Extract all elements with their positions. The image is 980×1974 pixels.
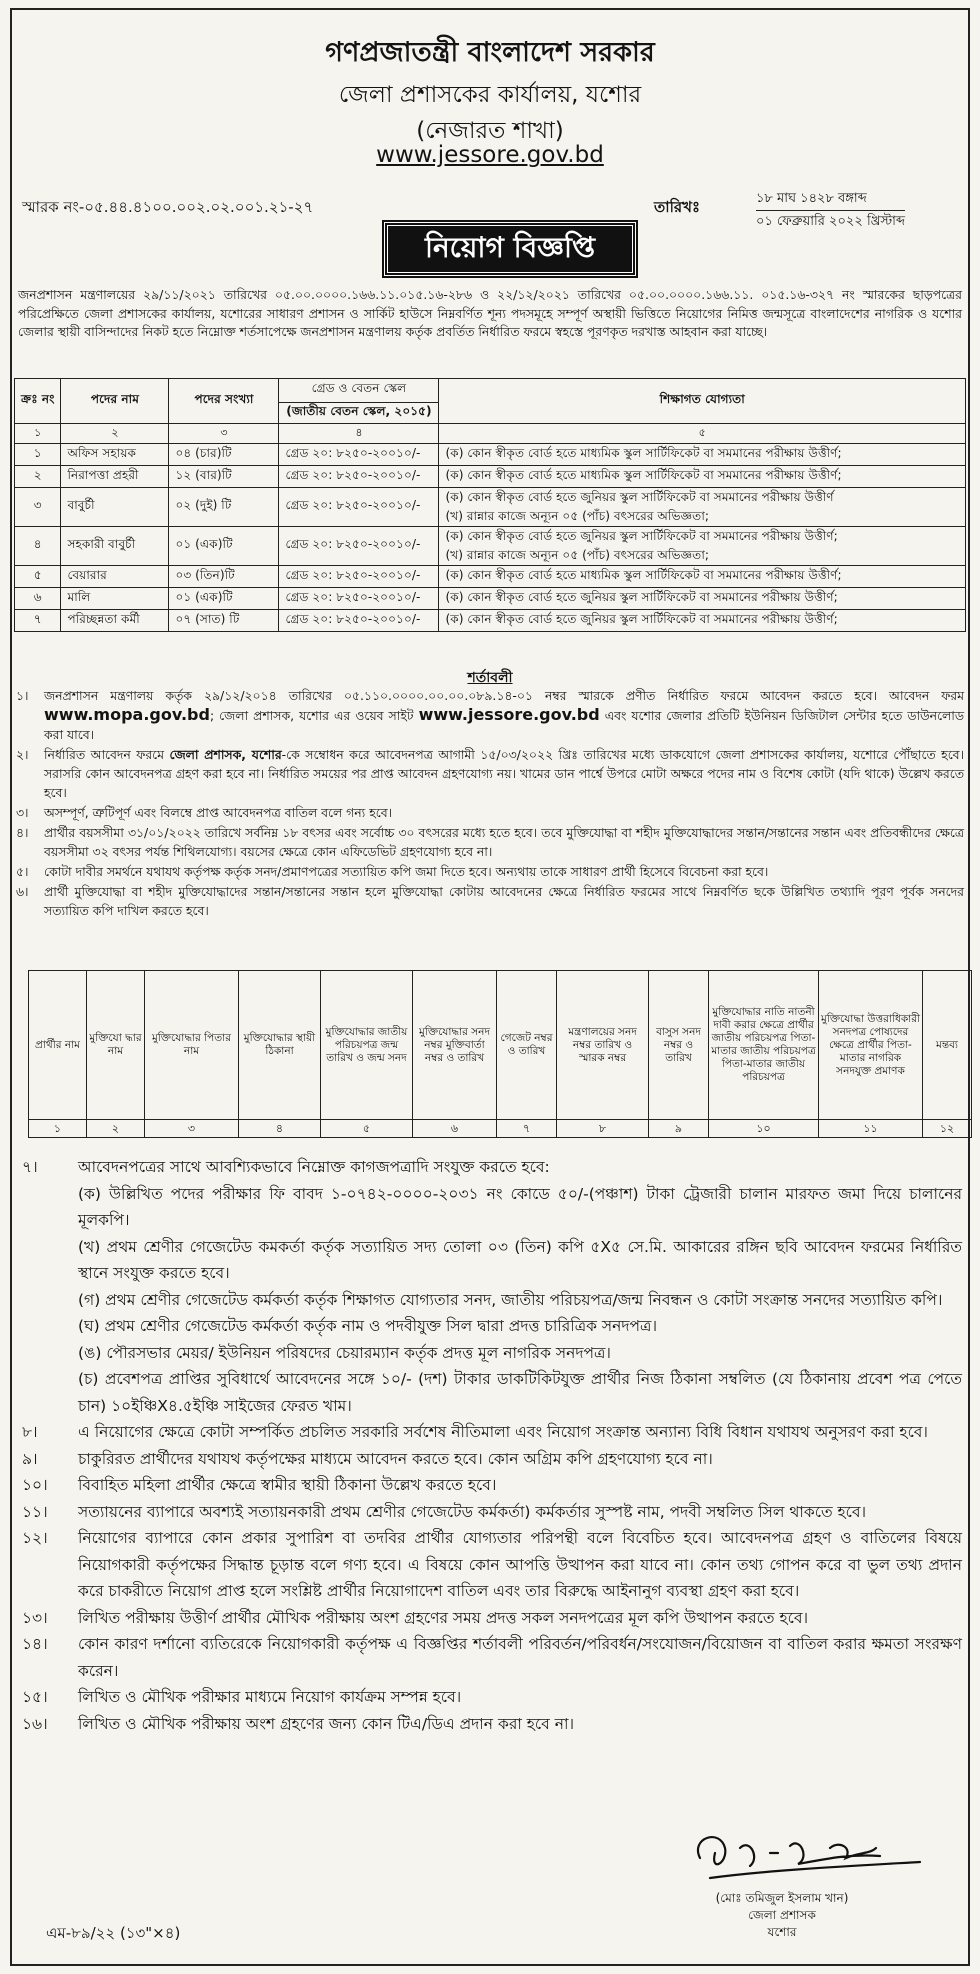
ff-col: বাসুস সনদ নম্বর ও তারিখ — [649, 971, 709, 1120]
signer-place: যশোর — [767, 1925, 797, 1939]
addressee-bold: জেলা প্রশাসক, যশোর — [169, 747, 282, 762]
term-text: লিখিত ও মৌখিক পরীক্ষার মাধ্যমে নিয়োগ কার্যক্রম সম্পন্ন হবে। — [78, 1688, 462, 1706]
term-text: প্রার্থীর বয়সসীমা ৩১/০১/২০২২ তারিখে সর্বনিম্ন ১৮ বৎসর এবং সর্বোচ্চ ৩০ বৎসরের মধ্যে হতে হবে। তবে মুক্তিযোদ্ধা বা শহীদ মুক্তিযোদ্ধাদের সন্তান/সন্তানের সন্তান এবং প্রতিবন্ধীদের ক্ষেত্রে বয়সসীমা ৩২ বৎসর পর্যন্ত শিথিলযোগ্য। বয়সের ক্ষেত্রে কোন এফিডেভিট গ্রহণযোগ্য হবে না। — [44, 825, 965, 859]
ff-col: মুক্তিযোদ্ধা উত্তরাধিকারী সনদপত্র পোষ্যদের ক্ষেত্রে প্রার্থীর পিতা-মাতার নাগরিক সনদযুক্ত প্রমাণক — [819, 971, 923, 1120]
term-text: অসম্পূর্ণ, ত্রুটিপূর্ণ এবং বিলম্বে প্রাপ্ত আবেদনপত্র বাতিল বলে গন্য হবে। — [44, 805, 393, 820]
qualification-line: (খ) রান্নার কাজে অন্যূন ০৫ (পাঁচ) বৎসরের অভিজ্ঞতা; — [445, 509, 709, 523]
website-link[interactable]: www.jessore.gov.bd — [376, 142, 604, 168]
date-values — [756, 188, 905, 233]
numbering-cell: ৩ — [169, 424, 279, 444]
list-item — [16, 862, 964, 881]
col-post-count: পদের সংখ্যা — [169, 379, 279, 424]
row-post-name: বেয়ারার — [61, 566, 169, 588]
table-row — [15, 444, 966, 466]
ff-col: গেজেট নম্বর ও তারিখ — [497, 971, 557, 1120]
list-item — [22, 1499, 962, 1526]
row-post-name: অফিস সহায়ক — [61, 444, 169, 466]
ff-col: মন্ত্রণালয়ের সনদ নম্বর তারিখ ও স্মারক নম্বর — [557, 971, 649, 1120]
numbering-cell: ৭ — [497, 1120, 557, 1138]
term-text: কোটা দাবীর সমর্থনে যথাযথ কর্তৃপক্ষ কর্তৃক সনদ/প্রমাণপত্রের সত্যায়িত কপি জমা দিতে হবে। অন্যথায় তাকে সাধারণ প্রার্থী হিসেবে বিবেচনা করা হবে। — [44, 864, 769, 879]
list-item — [22, 1366, 962, 1419]
numbering-cell: ১ — [29, 1120, 87, 1138]
freedom-fighter-table — [28, 970, 972, 1138]
ff-col: মুক্তিযোদ্ধার স্থায়ী ঠিকানা — [239, 971, 321, 1120]
row-qualification: (ক) কোন স্বীকৃত বোর্ড হতে মাধ্যমিক স্কুল সার্টিফিকেট বা সমমানের পরীক্ষায় উত্তীর্ণ; — [439, 444, 966, 466]
ff-table-header — [29, 971, 972, 1120]
term-text-part: নির্ধারিত আবেদন ফরমে — [44, 747, 170, 762]
list-item — [22, 1711, 962, 1738]
sub-item: (চ) প্রবেশপত্র প্রাপ্তির সুবিধার্থে আবেদনের সঙ্গে ১০/- (দশ) টাকার ডাকটিকিটযুক্ত প্রার্থীর নিজ ঠিকানা সম্বলিত (যে ঠিকানায় প্রবেশ পত্র পেতে চান) ১০ইঞ্চিX৪.৫ইঞ্চি সাইজের ফেরত খাম। — [78, 1370, 962, 1415]
row-grade: গ্রেড ২০: ৮২৫০-২০০১০/- — [279, 566, 439, 588]
term-text: এ নিয়োগের ক্ষেত্রে কোটা সম্পর্কিত প্রচলিত সরকারি সর্বশেষ নীতিমালা এবং নিয়োগ সংক্রান্ত অন্যান্য বিধি বিধান যথাযথ অনুসরণ করা হবে। — [78, 1423, 928, 1441]
list-item — [22, 1340, 962, 1367]
terms-list — [16, 686, 964, 921]
col-grade — [279, 379, 439, 424]
term-text-part: ; জেলা প্রশাসক, যশোর এর ওয়েব সাইট — [209, 708, 419, 723]
row-grade: গ্রেড ২০: ৮২৫০-২০০১০/- — [279, 488, 439, 527]
row-sl: ৫ — [15, 566, 61, 588]
term-number: ১৩। — [22, 1608, 48, 1627]
row-post-count: ০৭ (সাত) টি — [169, 610, 279, 632]
row-post-name: মালি — [61, 588, 169, 610]
row-post-count: ০২ (দুই) টি — [169, 488, 279, 527]
numbering-cell: ১২ — [923, 1120, 972, 1138]
term-text: চাকুরিরত প্রার্থীদের যথাযথ কর্তৃপক্ষের মাধ্যমে আবেদন করতে হবে। কোন অগ্রিম কপি গ্রহণযোগ্য হবে না। — [78, 1449, 713, 1468]
row-post-name: নিরাপত্তা প্রহরী — [61, 466, 169, 488]
term-text: লিখিত ও মৌখিক পরীক্ষায় অংশ গ্রহণের জন্য কোন টিএ/ডিএ প্রদান করা হবে না। — [78, 1714, 574, 1733]
numbering-cell: ৬ — [413, 1120, 497, 1138]
table-row — [15, 488, 966, 527]
posts-table-header — [15, 379, 966, 424]
signer-designation: জেলা প্রশাসক — [748, 1908, 816, 1922]
jessore-link[interactable]: www.jessore.gov.bd — [418, 705, 600, 724]
term-text: সত্যায়নের ব্যাপারে অবশ্যই সত্যায়নকারী প্রথম শ্রেণীর গেজেটেড কর্মকর্তা) কর্মকর্তার সুস্পষ্ট নাম, পদবী সম্বলিত সিল থাকতে হবে। — [78, 1502, 867, 1521]
term-number: ৪। — [16, 825, 29, 840]
term-number: ৬। — [16, 884, 29, 899]
memo-number: স্মারক নং-০৫.৪৪.৪১০০.০০২.০২.০০১.২১-২৭ — [22, 198, 314, 216]
row-grade: গ্রেড ২০: ৮২৫০-২০০১০/- — [279, 610, 439, 632]
publication-code: এম-৮৯/২২ (১৩"×৪) — [46, 1924, 181, 1942]
list-item — [22, 1181, 962, 1234]
term-number: ৯। — [22, 1449, 38, 1468]
row-post-name: সহকারী বাবুর্চী — [61, 527, 169, 566]
row-qualification: (ক) কোন স্বীকৃত বোর্ড হতে জুনিয়র স্কুল সার্টিফিকেট বা সমমানের পরীক্ষায় উত্তীর্ণ; — [439, 588, 966, 610]
posts-table — [14, 378, 966, 632]
term-text-part: জনপ্রশাসন মন্ত্রণালয় কর্তৃক ২৯/১২/২০১৪ তারিখের ০৫.১১০.০০০০.০০.০০.০৮৯.১৪-০১ নম্বর স্মারকে প্রণীত নির্ধারিত ফরমে আবেদন করতে হবে। আবেদন ফরম — [44, 688, 964, 703]
ff-col: মুক্তিযোদ্ধার নাতি নাতনী দাবী করার ক্ষেত্রে প্রার্থীর জাতীয় পরিচয়পত্র পিতা-মাতার জাতীয় পরিচয়পত্র পিতা-মাতার জাতীয় পরিচয়পত্র — [709, 971, 819, 1120]
list-item — [16, 803, 964, 822]
row-post-count: ০৪ (চার)টি — [169, 444, 279, 466]
mopa-link[interactable]: www.mopa.gov.bd — [44, 705, 210, 724]
terms-title: শর্তাবলী — [467, 670, 513, 686]
list-item — [22, 1287, 962, 1314]
handwritten-signature-icon — [680, 1818, 930, 1894]
row-sl: ২ — [15, 466, 61, 488]
qualification-line: (ক) কোন স্বীকৃত বোর্ড হতে জুনিয়র স্কুল সার্টিফিকেট বা সমমানের পরীক্ষায় উত্তীর্ণ; — [445, 529, 838, 543]
term-text: প্রার্থী মুক্তিযোদ্ধা বা শহীদ মুক্তিযোদ্ধাদের সন্তান/সন্তানের সন্তান হলে মুক্তিযোদ্ধা কোটায় আবেদনের ক্ষেত্রে নির্ধারিত ফরমের সাথে নিম্নবর্ণিত ছকে উল্লিখিত তথ্যাদি পূরণ পূর্বক সনদের সত্যায়িত কপি দাখিল করতে হবে। — [44, 884, 964, 918]
ff-col: মন্তব্য — [923, 971, 972, 1120]
section-name: (নেজারত শাখা) — [416, 118, 564, 144]
row-post-count: ০৩ (তিন)টি — [169, 566, 279, 588]
list-item — [22, 1234, 962, 1287]
additional-terms — [22, 1154, 962, 1737]
list-item — [22, 1525, 962, 1605]
row-qualification — [439, 527, 966, 566]
list-item — [22, 1605, 962, 1632]
term-number: ১১। — [22, 1502, 48, 1521]
table-row — [15, 527, 966, 566]
posts-table-numbering — [15, 424, 966, 444]
date-bangla: ১৮ মাঘ ১৪২৮ বঙ্গাব্দ — [756, 188, 905, 211]
row-qualification — [439, 488, 966, 527]
term-number: ২। — [16, 747, 29, 762]
table-row — [15, 566, 966, 588]
row-post-name: পরিচ্ছন্নতা কর্মী — [61, 610, 169, 632]
term-text-part: -কে সম্বোধন করে আবেদনপত্র আগামী ১৫/০৩/২০২২ খ্রিঃ তারিখের মধ্যে ডাকযোগে জেলা প্রশাসকের কার্যালয়, যশোরে পৌঁছাতে হবে। সরাসরি কোন আবেদনপত্র গ্রহণ করা হবে না। নির্ধারিত সময়ের পর প্রাপ্ত আবেদন গ্রহণযোগ্য নয়। খামের ডান পার্শ্বে উপরে মোটা অক্ষরে পদের নাম ও বিশেষ কোটা (যদি থাকে) উল্লেখ করতে হবে। — [44, 747, 964, 800]
ff-table-numbering — [29, 1120, 972, 1138]
list-item — [22, 1684, 962, 1711]
table-row — [15, 610, 966, 632]
term-text-part: এবং যশোর জেলার প্রতিটি ইউনিয়ন ডিজিটাল সেন্টার হতে ডাউনলোড করা যাবে। — [44, 708, 965, 742]
row-grade: গ্রেড ২০: ৮২৫০-২০০১০/- — [279, 466, 439, 488]
sub-item: (ঙ) পৌরসভার মেয়র/ ইউনিয়ন পরিষদের চেয়ারম্যান কর্তৃক প্রদত্ত মূল নাগরিক সনদপত্র। — [78, 1343, 611, 1362]
col-post-name: পদের নাম — [61, 379, 169, 424]
numbering-cell: ৩ — [145, 1120, 239, 1138]
ff-col: মুক্তিযোদ্ধার জাতীয় পরিচয়পত্র জন্ম তারিখ ও জন্ম সনদ — [321, 971, 413, 1120]
row-sl: ১ — [15, 444, 61, 466]
list-item — [16, 745, 964, 802]
row-qualification: (ক) কোন স্বীকৃত বোর্ড হতে মাধ্যমিক স্কুল সার্টিফিকেট বা সমমানের পরীক্ষায় উত্তীর্ণ; — [439, 466, 966, 488]
term-text: নিয়োগের ব্যাপারে কোন প্রকার সুপারিশ বা তদবির প্রার্থীর যোগ্যতার পরিপন্থী বলে বিবেচিত হবে। আবেদনপত্র গ্রহণ ও বাতিলের বিষয়ে নিয়োগকারী কর্তৃপক্ষের সিদ্ধান্ত চূড়ান্ত বলে গণ্য হবে। এ বিষয়ে কোন আপত্তি উত্থাপন করা যাবে না। কোন তথ্য গোপন করে বা ভুল তথ্য প্রদান করে চাকরীতে নিয়োগ প্রাপ্ত হলে সংশ্লিষ্ট প্রার্থীর নিয়োগাদেশ বাতিল এবং তার বিরুদ্ধে আইনানুগ ব্যবস্থা গ্রহণ করা হবে। — [78, 1529, 962, 1600]
list-item — [22, 1313, 962, 1340]
table-row — [15, 588, 966, 610]
term-number: ১। — [16, 688, 29, 703]
term-number: ৫। — [16, 864, 29, 879]
ff-col: মুক্তিযো দ্ধার নাম — [87, 971, 145, 1120]
row-qualification: (ক) কোন স্বীকৃত বোর্ড হতে জুনিয়র স্কুল সার্টিফিকেট বা সমমানের পরীক্ষায় উত্তীর্ণ; — [439, 610, 966, 632]
col-grade-label: গ্রেড ও বেতন স্কেল — [311, 380, 407, 395]
term-number: ১৪। — [22, 1635, 48, 1653]
row-sl: ৬ — [15, 588, 61, 610]
row-sl: ৪ — [15, 527, 61, 566]
intro-paragraph: জনপ্রশাসন মন্ত্রণালয়ের ২৯/১১/২০২১ তারিখের ০৫.০০.০০০০.১৬৬.১১.০১৫.১৬-২৮৬ ও ২২/১২/২০২১ তারিখের ০৫.০০.০০০০.১৬৬.১১. ০১৫.১৬-৩২৭ নং স্মারকের ছাড়পত্রের পরিপ্রেক্ষিতে জেলা প্রশাসকের কার্যালয়, যশোরের সাধারণ প্রশাসন ও সার্কিট হাউসে নিম্নবর্ণিত শূন্য পদসমূহে সম্পূর্ণ অস্থায়ী ভিত্তিতে নিয়োগের নিমিত্ত জন্মসূত্রে বাংলাদেশের নাগরিক ও যশোর জেলার স্থায়ী বাসিন্দাদের নিকট হতে নিম্নোক্ত শর্তসাপেক্ষে জনপ্রশাসন মন্ত্রণালয় কর্তৃক প্রবর্তিত নির্ধারিত ফরমে স্বহস্তে পূরণকৃত দরখাস্ত আহবান করা যাচ্ছে। — [18, 287, 962, 339]
numbering-cell: ২ — [87, 1120, 145, 1138]
row-post-count: ০১ (এক)টি — [169, 527, 279, 566]
ff-col: মুক্তিযোদ্ধার পিতার নাম — [145, 971, 239, 1120]
office-name: জেলা প্রশাসকের কার্যালয়, যশোর — [338, 82, 642, 108]
term-text — [44, 686, 964, 744]
term-number: ১০। — [22, 1476, 48, 1494]
row-post-count: ১২ (বার)টি — [169, 466, 279, 488]
row-post-name: বাবুর্চী — [61, 488, 169, 527]
list-item — [22, 1631, 962, 1684]
numbering-cell: ৪ — [279, 424, 439, 444]
list-item — [16, 823, 964, 861]
term-text — [44, 745, 964, 802]
list-item — [22, 1446, 962, 1473]
sub-item: (ক) উল্লিখিত পদের পরীক্ষার ফি বাবদ ১-০৭৪২-০০০০-২০৩১ নং কোডে ৫০/-(পঞ্চাশ) টাকা ট্রেজারী চালান মারফত জমা দিয়ে চালানের মূলকপি। — [78, 1184, 962, 1229]
term-number: ১৫। — [22, 1688, 48, 1706]
row-sl: ৩ — [15, 488, 61, 527]
term-text: লিখিত পরীক্ষায় উত্তীর্ণ প্রার্থীর মৌখিক পরীক্ষায় অংশ গ্রহণের সময় প্রদত্ত সকল সনদপত্রের মূল কপি উত্থাপন করতে হবে। — [78, 1608, 808, 1627]
row-sl: ৭ — [15, 610, 61, 632]
row-grade: গ্রেড ২০: ৮২৫০-২০০১০/- — [279, 527, 439, 566]
list-item — [22, 1154, 962, 1181]
numbering-cell: ১ — [15, 424, 61, 444]
sub-item: (ঘ) প্রথম শ্রেণীর গেজেটেড কর্মকর্তা কর্তৃক নাম ও পদবীযুক্ত সিল দ্বারা প্রদত্ত চারিত্রিক সনদপত্র। — [78, 1317, 657, 1335]
numbering-cell: ১১ — [819, 1120, 923, 1138]
sub-item: (গ) প্রথম শ্রেণীর গেজেটেড কর্মকর্তা কর্তৃক শিক্ষাগত যোগ্যতার সনদ, জাতীয় পরিচয়পত্র/জন্ম নিবন্ধন ও কোটা সংক্রান্ত সনদের সত্যায়িত কপি। — [78, 1290, 943, 1309]
term-text: বিবাহিত মহিলা প্রার্থীর ক্ষেত্রে স্বামীর স্থায়ী ঠিকানা উল্লেখ করতে হবে। — [78, 1476, 497, 1494]
numbering-cell: ৪ — [239, 1120, 321, 1138]
col-grade-sub: (জাতীয় বেতন স্কেল, ২০১৫) — [279, 402, 438, 423]
numbering-cell: ৫ — [321, 1120, 413, 1138]
term-text: কোন কারণ দর্শানো ব্যতিরেকে নিয়োগকারী কর্তৃপক্ষ এ বিজ্ঞপ্তির শর্তাবলী পরিবর্তন/পরিবর্ধন/সংযোজন/বিয়োজন বা বাতিল করার ক্ষমতা সংরক্ষণ করেন। — [78, 1635, 962, 1680]
government-name: গণপ্রজাতন্ত্রী বাংলাদেশ সরকার — [325, 37, 655, 68]
row-grade: গ্রেড ২০: ৮২৫০-২০০১০/- — [279, 588, 439, 610]
qualification-line: (ক) কোন স্বীকৃত বোর্ড হতে জুনিয়র স্কুল সার্টিফিকেট বা সমমানের পরীক্ষায় উত্তীর্ণ — [445, 490, 834, 504]
term-number: ৮। — [22, 1423, 38, 1441]
numbering-cell: ৯ — [649, 1120, 709, 1138]
col-qualification: শিক্ষাগত যোগ্যতা — [439, 379, 966, 424]
numbering-cell: ৫ — [439, 424, 966, 444]
ff-col: মুক্তিযোদ্ধার সনদ নম্বর মুক্তিবার্তা নম্বর ও তারিখ — [413, 971, 497, 1120]
list-item — [16, 882, 964, 920]
term-number: ৩। — [16, 805, 29, 820]
row-qualification: (ক) কোন স্বীকৃত বোর্ড হতে মাধ্যমিক স্কুল সার্টিফিকেট বা সমমানের পরীক্ষায় উত্তীর্ণ; — [439, 566, 966, 588]
signer-name: (মোঃ তমিজুল ইসলাম খান) — [715, 1891, 849, 1905]
row-post-count: ০১ (এক)টি — [169, 588, 279, 610]
table-row — [15, 466, 966, 488]
numbering-cell: ১০ — [709, 1120, 819, 1138]
list-item — [16, 686, 964, 744]
list-item — [22, 1419, 962, 1446]
notice-title: নিয়োগ বিজ্ঞপ্তি — [384, 222, 636, 276]
signature-block — [632, 1890, 932, 1941]
ff-col: প্রার্থীর নাম — [29, 971, 87, 1120]
list-item — [22, 1472, 962, 1499]
date-label: তারিখঃ — [654, 198, 700, 216]
qualification-line: (খ) রান্নার কাজে অন্যূন ০৫ (পাঁচ) বৎসরের অভিজ্ঞতা; — [445, 548, 709, 562]
term-number: ১৬। — [22, 1714, 48, 1733]
term-number: ১২। — [22, 1529, 48, 1547]
sub-item: (খ) প্রথম শ্রেণীর গেজেটেড কমকর্তা কর্তৃক সত্যায়িত সদ্য তোলা ০৩ (তিন) কপি ৫X৫ সে.মি. আকারের রঙ্গিন ছবি আবেদন ফরমের নির্ধারিত স্থানে সংযুক্ত করতে হবে। — [78, 1237, 962, 1282]
term-text: আবেদনপত্রের সাথে আবশ্যিকভাবে নিম্নোক্ত কাগজপত্রাদি সংযুক্ত করতে হবে: — [78, 1158, 550, 1176]
numbering-cell: ২ — [61, 424, 169, 444]
col-sl: ক্রঃ নং — [15, 379, 61, 424]
term-number: ৭। — [22, 1158, 38, 1176]
numbering-cell: ৮ — [557, 1120, 649, 1138]
row-grade: গ্রেড ২০: ৮২৫০-২০০১০/- — [279, 444, 439, 466]
date-english: ০১ ফেব্রুয়ারি ২০২২ খ্রিস্টাব্দ — [756, 214, 906, 229]
notice-page — [10, 8, 970, 1966]
